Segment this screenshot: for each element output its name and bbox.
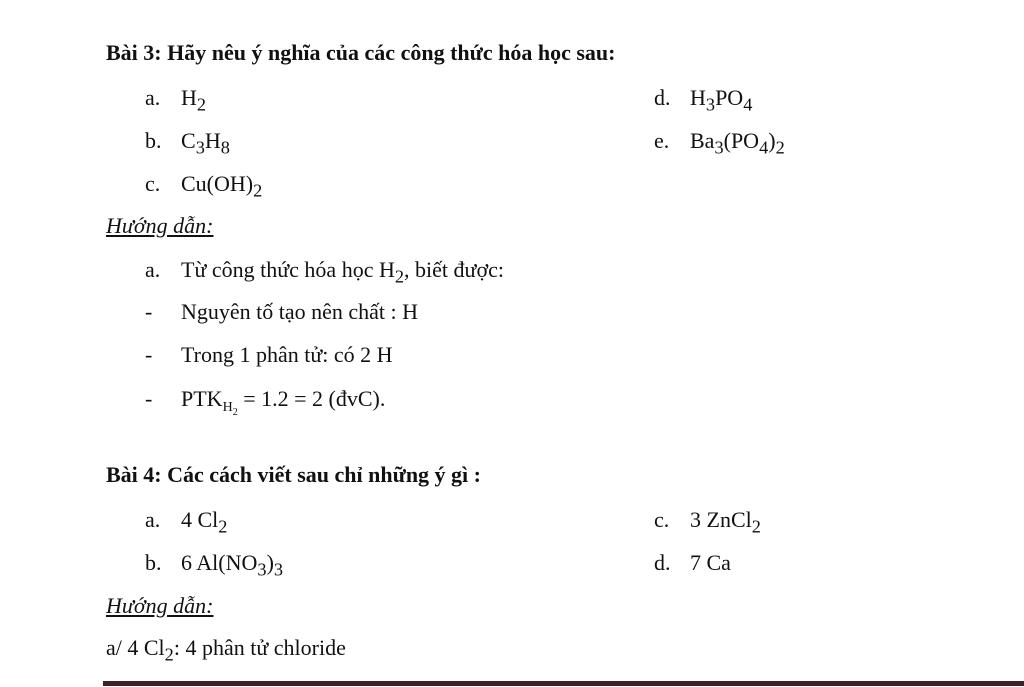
bai3-option-b: b. $C_3H_8$ [145,128,230,158]
bai3-option-e: e. $Ba_3(PO_4)_2$ [654,128,785,158]
option-label: a. [145,257,161,282]
bai3-answer-line1: - Nguyên tố tạo nên chất : H [145,299,419,324]
bai4-option-a: a. 4 $Cl_2$ [145,507,228,537]
bai4-option-d: d. 7 Ca [654,550,731,575]
option-label: d. [654,550,671,575]
option-label: e. [654,128,670,153]
bai3-option-a: a. $H_2$ [145,85,207,115]
option-label: c. [654,507,670,532]
option-label: b. [145,550,162,575]
bai3-option-c: c. $Cu(OH)_2$ [145,171,263,201]
option-label: a. [145,85,161,110]
bai3-guide-heading: Hướng dẫn: [106,213,214,238]
bai4-title: Bài 4: Các cách viết sau chỉ những ý gì : [106,462,481,487]
option-label: a. [145,507,161,532]
bai3-option-d: d. $H_3PO_4$ [654,85,753,115]
option-label: b. [145,128,162,153]
bullet-dash: - [145,342,153,367]
bai4-option-b: b. 6 $Al(NO_3)_3$ [145,550,284,580]
option-label: d. [654,85,671,110]
option-label: c. [145,171,161,196]
bai3-answer-ptk: - $PTK_{H_2} = 1.2 = 2$ (đvC). [145,386,386,419]
bai4-option-c: c. 3 ZnCl$_2$ [654,507,761,537]
bai3-answer-a: a. Từ công thức hóa học $H_2$, biết được: [145,257,504,287]
bai3-title: Bài 3: Hãy nêu ý nghĩa của các công thức hóa học sau: [106,40,616,65]
bullet-dash: - [145,386,153,411]
bai3-answer-line2: - Trong 1 phân tử: có 2 H [145,342,393,367]
bai4-answer-a: a/ 4 $Cl_2$: 4 phân tử chloride [106,635,346,665]
bai4-guide-heading: Hướng dẫn: [106,593,214,618]
bullet-dash: - [145,299,153,324]
bottom-divider [103,681,1024,686]
